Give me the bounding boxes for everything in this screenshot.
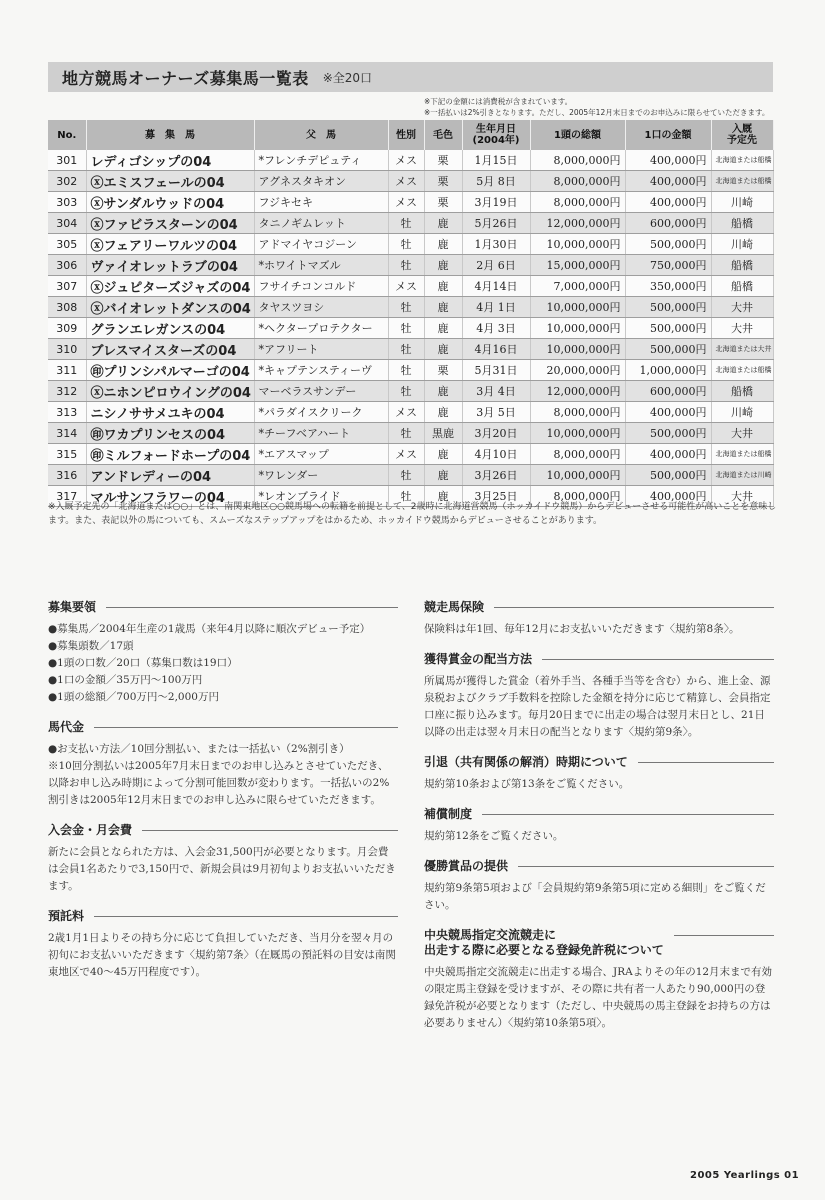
sire-name: アドマイヤコジーン: [254, 234, 388, 255]
sex: 牡: [388, 339, 424, 360]
section-header: [424, 755, 774, 770]
coat-color: 鹿: [424, 255, 462, 276]
total-price: 12,000,000円: [530, 381, 625, 402]
sire-name: タヤスツヨシ: [254, 297, 388, 318]
col-header-destination: 入厩 予定先: [711, 120, 773, 150]
coat-color: 鹿: [424, 213, 462, 234]
section-rule: [518, 866, 774, 867]
share-price: 500,000円: [625, 318, 711, 339]
sire-name: *キャプテンスティーヴ: [254, 360, 388, 381]
total-price: 20,000,000円: [530, 360, 625, 381]
sire-name: マーベラスサンデー: [254, 381, 388, 402]
sex: 牡: [388, 381, 424, 402]
coat-color: 鹿: [424, 465, 462, 486]
section-heading: 補償制度: [424, 807, 473, 821]
coat-color: 黒鹿: [424, 423, 462, 444]
footer-brand: 2005 Yearlings 01: [690, 1170, 800, 1181]
table-row: [48, 381, 773, 402]
section-body: [48, 621, 398, 706]
horse-name: ⓧバイオレットダンスの04: [86, 297, 254, 318]
sex: メス: [388, 192, 424, 213]
sire-name: *ホワイトマズル: [254, 255, 388, 276]
destination: 大井: [711, 318, 773, 339]
row-no: 301: [48, 150, 86, 171]
horse-name: ⓧニホンピロウイングの04: [86, 381, 254, 402]
section-heading: 優勝賞品の提供: [424, 859, 509, 873]
total-price: 10,000,000円: [530, 339, 625, 360]
sex: 牡: [388, 318, 424, 339]
coat-color: 鹿: [424, 276, 462, 297]
section: [48, 909, 398, 981]
section-heading: 中央競馬指定交流競走に 出走する際に必要となる登録免許税について: [424, 928, 664, 957]
horse-name: マルサンフラワーの04: [86, 486, 254, 507]
row-no: 311: [48, 360, 86, 381]
total-price: 7,000,000円: [530, 276, 625, 297]
section-line: ●1頭の口数／20口（募集口数は19口）: [48, 657, 238, 669]
section-heading: 競走馬保険: [424, 600, 485, 614]
birth-date: 4月10日: [462, 444, 530, 465]
price-note-tax: ※下記の金額には消費税が含まれています。: [424, 97, 573, 106]
table-row: [48, 192, 773, 213]
section-header: [48, 600, 398, 615]
section: [424, 600, 774, 638]
row-no: 312: [48, 381, 86, 402]
coat-color: 栗: [424, 171, 462, 192]
section-header: [48, 823, 398, 838]
price-notes: [424, 96, 784, 118]
birth-date: 3月26日: [462, 465, 530, 486]
coat-color: 鹿: [424, 339, 462, 360]
total-price: 10,000,000円: [530, 234, 625, 255]
section-rule: [482, 814, 774, 815]
total-price: 8,000,000円: [530, 444, 625, 465]
share-price: 1,000,000円: [625, 360, 711, 381]
section-heading: 募集要領: [48, 600, 97, 614]
horse-name: ㊞ミルフォードホープの04: [86, 444, 254, 465]
row-no: 308: [48, 297, 86, 318]
total-price: 8,000,000円: [530, 486, 625, 507]
share-price: 400,000円: [625, 444, 711, 465]
total-price: 8,000,000円: [530, 150, 625, 171]
coat-color: 鹿: [424, 381, 462, 402]
section-body: [424, 673, 774, 741]
row-no: 303: [48, 192, 86, 213]
share-price: 500,000円: [625, 297, 711, 318]
section-header: [48, 909, 398, 924]
section-line: 所属馬が獲得した賞金（着外手当、各種手当等を含む）から、進上金、源泉税およびクラブ手数料を控除した金額を持分に応じて精算し、会員指定口座に振り込みます。毎月20日までに出走の場合は翌月末日とし、21日以降の出走は翌々月末日の配当となります〈規約第9条〉。: [424, 675, 771, 738]
destination: 船橋: [711, 276, 773, 297]
sire-name: *アフリート: [254, 339, 388, 360]
sire-name: *フレンチデピュティ: [254, 150, 388, 171]
horse-name: ⓧファビラスターンの04: [86, 213, 254, 234]
birth-date: 3月 4日: [462, 381, 530, 402]
row-no: 310: [48, 339, 86, 360]
section-body: [424, 621, 774, 638]
table-header-row: [48, 120, 773, 150]
coat-color: 鹿: [424, 444, 462, 465]
table-row: [48, 150, 773, 171]
table-row: [48, 234, 773, 255]
section-header: [424, 807, 774, 822]
section-line: ●募集頭数／17頭: [48, 640, 134, 652]
left-column: [48, 600, 398, 995]
horse-name: ㊞プリンシパルマーゴの04: [86, 360, 254, 381]
coat-color: 鹿: [424, 318, 462, 339]
col-header-sire: 父 馬: [254, 120, 388, 150]
total-price: 12,000,000円: [530, 213, 625, 234]
row-no: 315: [48, 444, 86, 465]
destination: 船橋: [711, 381, 773, 402]
section-heading: 入会金・月会費: [48, 823, 133, 837]
page-subtitle: ※全20口: [322, 70, 373, 85]
coat-color: 栗: [424, 192, 462, 213]
coat-color: 栗: [424, 360, 462, 381]
coat-color: 鹿: [424, 402, 462, 423]
destination: 大井: [711, 297, 773, 318]
sex: 牡: [388, 465, 424, 486]
sex: 牡: [388, 423, 424, 444]
sex: 牡: [388, 486, 424, 507]
sire-name: *エアスマップ: [254, 444, 388, 465]
horse-name: グランエレガンスの04: [86, 318, 254, 339]
sire-name: *レオンブライド: [254, 486, 388, 507]
section-body: [48, 844, 398, 895]
total-price: 15,000,000円: [530, 255, 625, 276]
sex: メス: [388, 276, 424, 297]
section-line: ※10回分割払いは2005年7月末日までのお申し込みとさせていただき、以降お申し込み時期によって分割可能回数が変わります。一括払いの2%割引きは2005年12月末日までのお申し込みに限らせていただきます。: [48, 760, 390, 806]
total-price: 8,000,000円: [530, 192, 625, 213]
coat-color: 鹿: [424, 234, 462, 255]
section-rule: [94, 916, 398, 917]
share-price: 400,000円: [625, 486, 711, 507]
sire-name: *チーフベアハート: [254, 423, 388, 444]
section-body: [424, 828, 774, 845]
sex: 牡: [388, 255, 424, 276]
col-header-coat: 毛色: [424, 120, 462, 150]
section-line: 規約第9条第5項および「会員規約第9条第5項に定める細則」をご覧ください。: [424, 882, 766, 911]
birth-date: 3月 5日: [462, 402, 530, 423]
table-row: [48, 360, 773, 381]
share-price: 400,000円: [625, 171, 711, 192]
birth-date: 3月25日: [462, 486, 530, 507]
section: [48, 720, 398, 809]
section-line: 新たに会員となられた方は、入会金31,500円が必要となります。月会費は会員1名あたりで3,150円で、新規会員は9月初旬よりお支払いいただきます。: [48, 846, 396, 892]
section-header: [424, 652, 774, 667]
birth-date: 3月19日: [462, 192, 530, 213]
sex: 牡: [388, 213, 424, 234]
table-row: [48, 255, 773, 276]
section-body: [424, 964, 774, 1032]
birth-date: 4月16日: [462, 339, 530, 360]
col-header-total: 1頭の総額: [530, 120, 625, 150]
table-row: [48, 465, 773, 486]
share-price: 400,000円: [625, 192, 711, 213]
share-price: 500,000円: [625, 465, 711, 486]
col-header-share: 1口の金額: [625, 120, 711, 150]
sex: メス: [388, 444, 424, 465]
coat-color: 栗: [424, 150, 462, 171]
section-line: 2歳1月1日よりその持ち分に応じて負担していただき、当月分を翌々月の初旬にお支払いいただきます〈規約第7条〉（在厩馬の預託料の目安は南関東地区で40〜45万円程度です）。: [48, 932, 396, 978]
section-header: [48, 720, 398, 735]
sex: メス: [388, 150, 424, 171]
row-no: 304: [48, 213, 86, 234]
table-row: [48, 423, 773, 444]
col-header-no: No.: [48, 120, 86, 150]
destination: 川崎: [711, 402, 773, 423]
horse-name: ヴァイオレットラブの04: [86, 255, 254, 276]
section-body: [424, 880, 774, 914]
horse-name: ㊞ワカプリンセスの04: [86, 423, 254, 444]
birth-date: 3月20日: [462, 423, 530, 444]
section-heading: 預託料: [48, 909, 85, 923]
section: [424, 859, 774, 914]
right-column: [424, 600, 774, 1046]
sex: メス: [388, 402, 424, 423]
row-no: 316: [48, 465, 86, 486]
section-rule: [94, 727, 398, 728]
row-no: 313: [48, 402, 86, 423]
section-line: 規約第12条をご覧ください。: [424, 830, 564, 842]
col-header-horse: 募 集 馬: [86, 120, 254, 150]
table-row: [48, 171, 773, 192]
share-price: 350,000円: [625, 276, 711, 297]
horse-name: ブレスマイスターズの04: [86, 339, 254, 360]
row-no: 306: [48, 255, 86, 276]
destination: 北海道または船橋: [711, 360, 773, 381]
sire-name: フサイチコンコルド: [254, 276, 388, 297]
destination: 川崎: [711, 192, 773, 213]
total-price: 10,000,000円: [530, 423, 625, 444]
section: [424, 652, 774, 741]
total-price: 10,000,000円: [530, 297, 625, 318]
row-no: 302: [48, 171, 86, 192]
sire-name: アグネスタキオン: [254, 171, 388, 192]
sex: 牡: [388, 297, 424, 318]
section-heading: 引退（共有関係の解消）時期について: [424, 755, 628, 769]
section-line: ●1頭の総額／700万円〜2,000万円: [48, 691, 219, 703]
total-price: 8,000,000円: [530, 402, 625, 423]
share-price: 500,000円: [625, 234, 711, 255]
birth-date: 4月14日: [462, 276, 530, 297]
share-price: 500,000円: [625, 339, 711, 360]
birth-date: 5月26日: [462, 213, 530, 234]
total-price: 10,000,000円: [530, 465, 625, 486]
birth-date: 1月30日: [462, 234, 530, 255]
section-line: 規約第10条および第13条をご覧ください。: [424, 778, 630, 790]
section-line: 保険料は年1回、毎年12月にお支払いいただきます〈規約第8条〉。: [424, 623, 740, 635]
section-heading: 獲得賞金の配当方法: [424, 652, 533, 666]
horse-name: ⓧジュピターズジャズの04: [86, 276, 254, 297]
page-title: 地方競馬オーナーズ募集馬一覧表: [62, 68, 309, 88]
section-header: [424, 859, 774, 874]
col-header-sex: 性別: [388, 120, 424, 150]
total-price: 8,000,000円: [530, 171, 625, 192]
destination: 北海道または川崎: [711, 465, 773, 486]
birth-date: 5月 8日: [462, 171, 530, 192]
sire-name: *ワレンダー: [254, 465, 388, 486]
birth-date: 5月31日: [462, 360, 530, 381]
share-price: 750,000円: [625, 255, 711, 276]
destination: 大井: [711, 486, 773, 507]
sire-name: タニノギムレット: [254, 213, 388, 234]
coat-color: 鹿: [424, 297, 462, 318]
section-body: [424, 776, 774, 793]
horse-name: ⓧエミスフェールの04: [86, 171, 254, 192]
sire-name: *ヘクタープロテクター: [254, 318, 388, 339]
section-rule: [542, 659, 774, 660]
horse-name: ⓧフェアリーワルツの04: [86, 234, 254, 255]
section-rule: [674, 935, 774, 936]
row-no: 305: [48, 234, 86, 255]
table-row: [48, 276, 773, 297]
horse-name: ⓧサンダルウッドの04: [86, 192, 254, 213]
horse-name: アンドレディーの04: [86, 465, 254, 486]
destination: 船橋: [711, 213, 773, 234]
share-price: 600,000円: [625, 213, 711, 234]
sex: 牡: [388, 360, 424, 381]
section-line: ●1口の金額／35万円〜100万円: [48, 674, 203, 686]
destination: 川崎: [711, 234, 773, 255]
table-row: [48, 444, 773, 465]
horse-list-table: [48, 120, 774, 507]
coat-color: 鹿: [424, 486, 462, 507]
section-rule: [142, 830, 398, 831]
share-price: 500,000円: [625, 423, 711, 444]
section: [424, 807, 774, 845]
destination: 北海道または船橋: [711, 171, 773, 192]
destination: 北海道または大井: [711, 339, 773, 360]
section-heading: 馬代金: [48, 720, 85, 734]
section: [48, 600, 398, 706]
price-note-lump-sum: ※一括払いは2%引きとなります。ただし、2005年12月末日までのお申込みに限らせていただきます。: [424, 108, 770, 117]
row-no: 309: [48, 318, 86, 339]
share-price: 400,000円: [625, 402, 711, 423]
horse-name: レディゴシップの04: [86, 150, 254, 171]
section-header: [424, 600, 774, 615]
share-price: 600,000円: [625, 381, 711, 402]
table-row: [48, 402, 773, 423]
destination: 北海道または船橋: [711, 444, 773, 465]
section-line: 中央競馬指定交流競走に出走する場合、JRAよりその年の12月末まで有効の限定馬主登録を受けますが、その際に共有者一人あたり90,000円の登録免許税が必要となります（ただし、中央競馬の馬主登録をお持ちの方は必要ありません）〈規約第10条第5項〉。: [424, 966, 773, 1029]
section-body: [48, 930, 398, 981]
birth-date: 4月 1日: [462, 297, 530, 318]
section-rule: [494, 607, 774, 608]
section: [424, 755, 774, 793]
section-line: ●お支払い方法／10回分割払い、または一括払い（2%割引き）: [48, 743, 350, 755]
sex: 牡: [388, 234, 424, 255]
total-price: 10,000,000円: [530, 318, 625, 339]
horse-name: ニシノササメユキの04: [86, 402, 254, 423]
row-no: 317: [48, 486, 86, 507]
table-row: [48, 213, 773, 234]
title-band: [48, 62, 773, 92]
row-no: 314: [48, 423, 86, 444]
destination: 北海道または船橋: [711, 150, 773, 171]
section: [48, 823, 398, 895]
section-rule: [638, 762, 774, 763]
sire-name: *パラダイスクリーク: [254, 402, 388, 423]
sire-name: フジキセキ: [254, 192, 388, 213]
destination: 船橋: [711, 255, 773, 276]
birth-date: 1月15日: [462, 150, 530, 171]
section: [424, 928, 774, 1032]
section-rule: [106, 607, 398, 608]
section-line: ●募集馬／2004年生産の1歳馬（来年4月以降に順次デビュー予定）: [48, 623, 371, 635]
section-header: [424, 928, 774, 958]
table-row: [48, 297, 773, 318]
table-row: [48, 318, 773, 339]
destination-footnote: ※入厩予定先の「北海道または○○」とは、南関東地区○○競馬場への転籍を前提として、2歳時に北海道営競馬（ホッカイドウ競馬）からデビューさせる可能性が高いことを意味します。また、表記以外の馬についても、スムーズなステップアップをはかるため、ホッカイドウ競馬からデビューさせることがあります。: [48, 502, 777, 526]
birth-date: 4月 3日: [462, 318, 530, 339]
row-no: 307: [48, 276, 86, 297]
birth-date: 2月 6日: [462, 255, 530, 276]
table-row: [48, 339, 773, 360]
share-price: 400,000円: [625, 150, 711, 171]
section-body: [48, 741, 398, 809]
sex: メス: [388, 171, 424, 192]
col-header-birth: 生年月日 (2004年): [462, 120, 530, 150]
destination: 大井: [711, 423, 773, 444]
